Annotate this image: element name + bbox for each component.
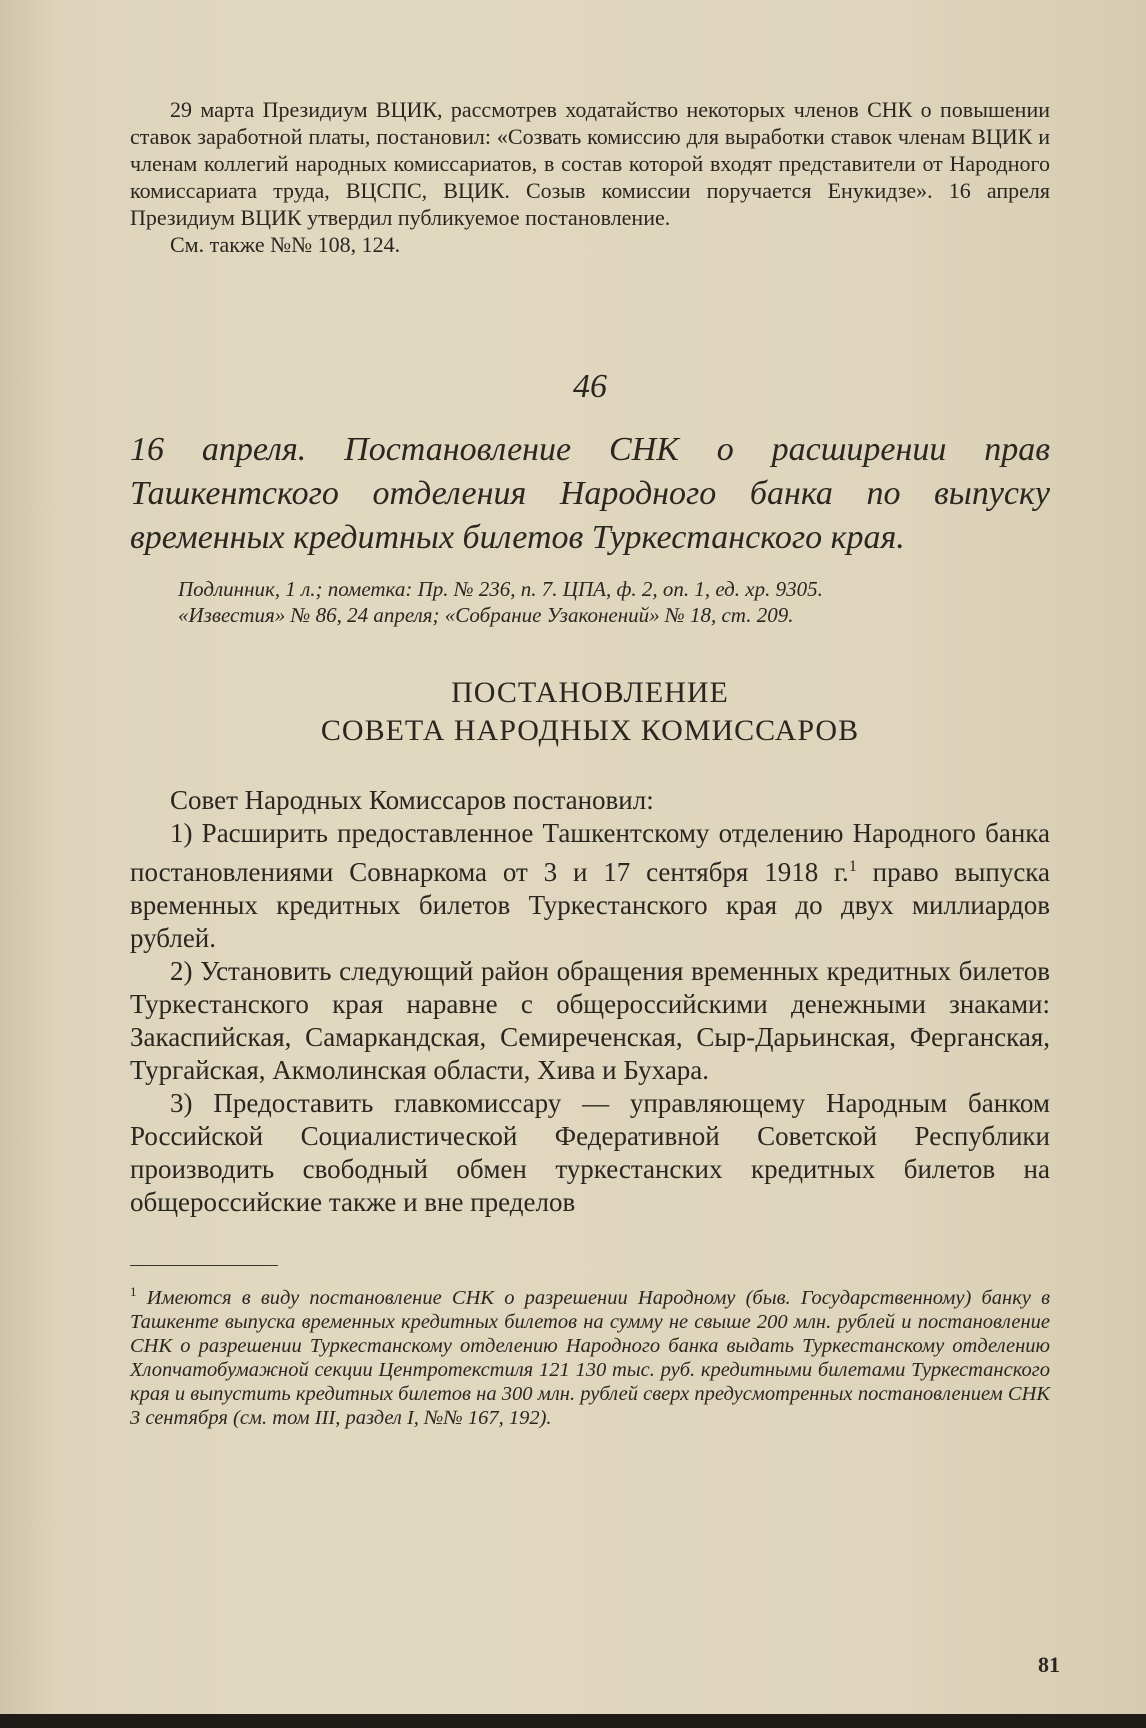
item-1-text-end: право выпуска временных кредитных билетов Туркестанского края до двух миллиардов рублей.	[130, 857, 1050, 953]
decree-item-1	[130, 817, 1050, 955]
intro-paragraph: 29 марта Президиум ВЦИК, рассмотрев ходатайство некоторых членов СНК о повышении ставок заработной платы, постановил: «Созвать комиссию для выработки ставок членам ВЦИК и членам коллегий народных комиссариатов, в состав которой входят представители от Народного комиссариата труда, ВЦСПС, ВЦИК. Созыв комиссии поручается Енукидзе». 16 апреля Президиум ВЦИК утвердил публикуемое постановление.	[130, 97, 1050, 230]
intro-section	[130, 96, 1050, 258]
footnote-reference: 1	[848, 858, 857, 875]
heading-line-2: СОВЕТА НАРОДНЫХ КОМИССАРОВ	[320, 714, 860, 747]
decree-lead: Совет Народных Комиссаров постановил:	[170, 785, 654, 815]
page-number: 81	[1038, 1652, 1060, 1677]
decree-item-3: 3) Предоставить главкомиссару — управляющему Народным банком Российской Социалистической Федеративной Советской Республики производить свободный обмен туркестанских кредитных билетов на общероссийские также и вне пределов	[130, 1088, 1050, 1217]
see-also-reference: См. также №№ 108, 124.	[170, 232, 401, 257]
decree-body	[130, 784, 1050, 1219]
heading-line-1: ПОСТАНОВЛЕНИЕ	[451, 676, 729, 709]
document-title: 16 апреля. Постановление СНК о расширении прав Ташкентского отделения Народного банка по выпуску временных кредитных билетов Туркестанского края.	[130, 431, 1050, 556]
footnote-marker: 1	[130, 1284, 137, 1299]
decree-item-2: 2) Установить следующий район обращения временных кредитных билетов Туркестанского края наравне с общероссийскими денежными знаками: Закаспийская, Самаркандская, Семиреченская, Сыр-Дарьинская, Ферганская, Тургайская, Акмолинская области, Хива и Бухара.	[130, 956, 1050, 1085]
page-bottom-edge	[0, 1714, 1146, 1728]
archive-source: Подлинник, 1 л.; пометка: Пр. № 236, п. 7. ЦПА, ф. 2, оп. 1, ед. хр. 9305.	[178, 577, 823, 601]
footnote-divider	[130, 1265, 278, 1266]
decree-heading	[130, 674, 1050, 750]
publication-source: «Известия» № 86, 24 апреля; «Собрание Узаконений» № 18, ст. 209.	[178, 603, 794, 627]
footnote	[130, 1280, 1050, 1430]
item-1-text-start: 1) Расширить предоставленное Ташкентскому отделению Народного банка постановлениями Совнаркома от 3 и 17 сентября 1918 г.	[130, 818, 1050, 887]
document-number: 46	[573, 368, 607, 405]
source-notes	[130, 576, 1050, 628]
footnote-text: Имеются в виду постановление СНК о разрешении Народному (быв. Государственному) банку в Ташкенте выпуска временных кредитных билетов на сумму не свыше 200 млн. рублей и постановление СНК о разрешении Туркестанскому отделению Народного банка выдать Туркестанскому отделению Хлопчатобумажной секции Центротекстиля 121 130 тыс. руб. кредитными билетами Туркестанского края и выпустить кредитных билетов на 300 млн. рублей сверх предусмотренных постановлением СНК 3 сентября (см. том III, раздел I, №№ 167, 192).	[130, 1286, 1050, 1429]
